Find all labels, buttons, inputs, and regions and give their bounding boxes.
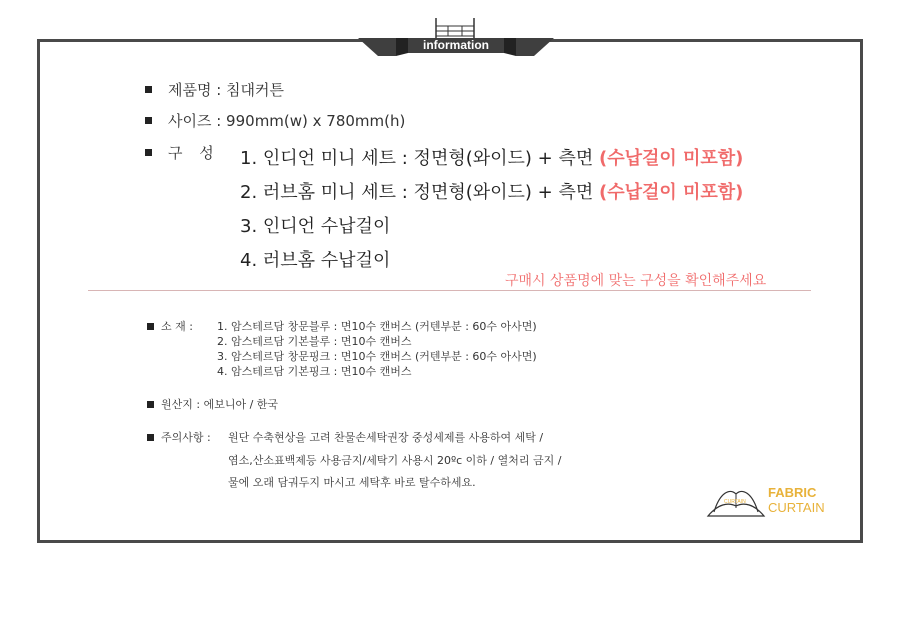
- caution-label: 주의사항 :: [161, 431, 211, 444]
- caution-label-row: [147, 429, 211, 445]
- product-name-row: [145, 79, 284, 100]
- material-line-4: 4. 암스테르담 기본핑크 : 면10수 캔버스: [217, 365, 412, 378]
- caution-line-3: 물에 오래 담궈두지 마시고 세탁후 바로 탈수하세요.: [228, 476, 476, 489]
- composition-label-row: [145, 142, 220, 163]
- bullet-icon: [147, 401, 154, 408]
- caution-line-2: 염소,산소표백제등 사용금지/세탁기 사용시 20ºc 이하 / 열처리 금지 /: [228, 454, 562, 467]
- size-text: 사이즈 : 990mm(w) x 780mm(h): [168, 112, 406, 130]
- information-tag: [408, 38, 504, 53]
- material-line-1: 1. 암스테르담 창문블루 : 면10수 캔버스 (커텐부분 : 60수 아사면): [217, 320, 537, 333]
- logo-line-2: CURTAIN: [768, 500, 825, 515]
- purchase-note: 구매시 상품명에 맞는 구성을 확인해주세요: [505, 273, 767, 289]
- composition-item-2: 2. 러브홈 미니 세트 : 정면형(와이드) + 측면 (수납걸이 미포함): [240, 182, 744, 203]
- excluded-note: (수납걸이 미포함): [598, 148, 744, 169]
- composition-item-1: 1. 인디언 미니 세트 : 정면형(와이드) + 측면 (수납걸이 미포함): [240, 148, 744, 169]
- material-line-2: 2. 암스테르담 기본블루 : 면10수 캔버스: [217, 335, 412, 348]
- bullet-icon: [147, 323, 154, 330]
- header-ribbon: [358, 16, 554, 58]
- excluded-note: (수납걸이 미포함): [598, 182, 744, 203]
- divider: [88, 290, 811, 291]
- origin-text: 원산지 : 에보니아 / 한국: [161, 398, 279, 411]
- caution-line-1: 원단 수축현상을 고려 찬물손세탁권장 중성세제를 사용하여 세탁 /: [228, 431, 544, 444]
- material-label: 소 재 :: [161, 320, 193, 333]
- material-line-3: 3. 암스테르담 창문핑크 : 면10수 캔버스 (커텐부분 : 60수 아사면): [217, 350, 537, 363]
- bullet-icon: [147, 434, 154, 441]
- material-label-row: [147, 318, 193, 334]
- composition-label: 구 성: [168, 144, 220, 162]
- fabric-curtain-logo: [706, 482, 836, 522]
- emblem-text: CURTAIN: [724, 499, 746, 505]
- size-row: [145, 110, 405, 131]
- product-name: 제품명 : 침대커튼: [168, 81, 285, 99]
- bullet-icon: [145, 86, 152, 93]
- bed-icon: [434, 16, 476, 38]
- information-label: information: [423, 38, 489, 52]
- composition-item-4: 4. 러브홈 수납걸이: [240, 250, 391, 271]
- book-emblem-icon: [706, 484, 766, 520]
- bullet-icon: [145, 117, 152, 124]
- logo-text: [768, 485, 825, 515]
- origin-row: [147, 396, 278, 412]
- bullet-icon: [145, 149, 152, 156]
- logo-line-1: FABRIC: [768, 485, 817, 500]
- composition-item-3: 3. 인디언 수납걸이: [240, 216, 391, 237]
